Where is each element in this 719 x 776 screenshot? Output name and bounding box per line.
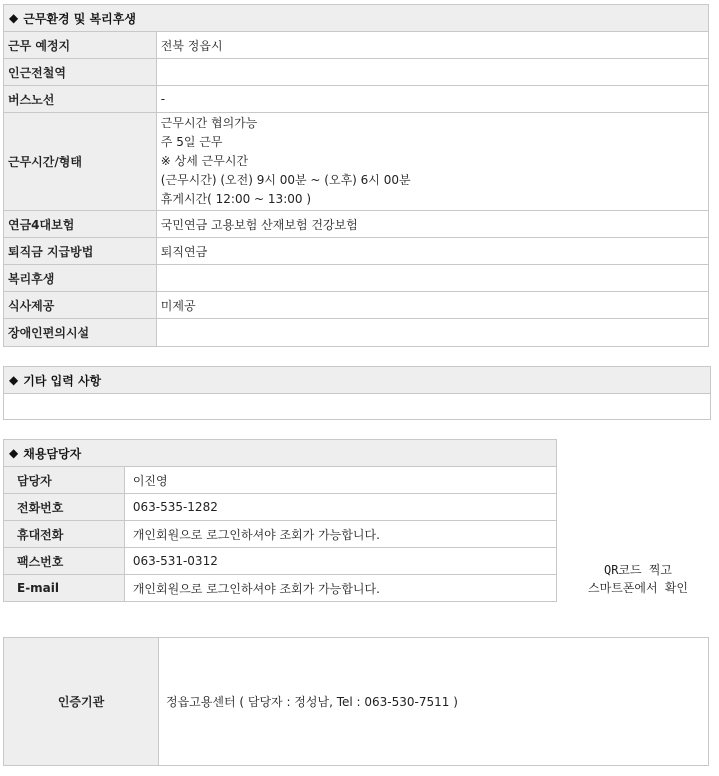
recruiter-value: 개인회원으로 로그인하셔야 조회가 가능합니다.: [124, 575, 556, 602]
recruiter-value: 063-531-0312: [124, 548, 556, 575]
recruiter-label: 휴대전화: [4, 521, 125, 548]
other-input-header: [3, 366, 711, 394]
row-value: [156, 265, 708, 292]
table-row: [4, 548, 557, 575]
recruiter-table: [3, 466, 557, 602]
diamond-icon: ◆: [9, 373, 19, 387]
row-label: 근무시간/형태: [4, 113, 157, 211]
other-input-body: [3, 393, 711, 420]
qr-caption: [565, 561, 711, 597]
other-input-title: 기타 입력 사항: [23, 373, 102, 388]
table-row: [4, 319, 709, 347]
row-label: 연금4대보험: [4, 211, 157, 238]
recruiter-label: 담당자: [4, 467, 125, 494]
recruiter-value: 개인회원으로 로그인하셔야 조회가 가능합니다.: [124, 521, 556, 548]
table-row: [4, 521, 557, 548]
row-value: [156, 59, 708, 86]
table-row: [4, 467, 557, 494]
work-hours-line: (근무시간) (오전) 9시 00분 ~ (오후) 6시 00분: [160, 173, 411, 187]
diamond-icon: ◆: [9, 11, 19, 25]
recruiter-label: E-mail: [4, 575, 125, 602]
row-label: 퇴직금 지급방법: [4, 238, 157, 265]
table-row: [4, 494, 557, 521]
work-env-table: [3, 31, 709, 347]
certification-box: [3, 637, 709, 766]
recruiter-value: 063-535-1282: [124, 494, 556, 521]
row-label: 장애인편의시설: [4, 319, 157, 347]
table-row: [4, 86, 709, 113]
work-hours-line: ※ 상세 근무시간: [160, 154, 249, 168]
qr-caption-line2: 스마트폰에서 확인: [588, 581, 688, 595]
qr-caption-line1: QR코드 찍고: [603, 563, 673, 577]
work-env-title: 근무환경 및 복리후생: [23, 11, 136, 26]
row-label: 인근전철역: [4, 59, 157, 86]
table-row: [4, 113, 709, 211]
certification-value: 정읍고용센터 ( 담당자 : 정성남, Tel : 063-530-7511 ): [166, 695, 458, 709]
table-row: [4, 265, 709, 292]
work-hours-value: [156, 113, 708, 211]
diamond-icon: ◆: [9, 446, 19, 460]
row-value: 국민연금 고용보험 산재보험 건강보험: [156, 211, 708, 238]
recruiter-label: 전화번호: [4, 494, 125, 521]
work-hours-line: 근무시간 협의가능: [160, 116, 258, 130]
row-value: [156, 319, 708, 347]
certification-label: 인증기관: [4, 638, 159, 765]
row-label: 근무 예정지: [4, 32, 157, 59]
recruiter-title: 채용담당자: [23, 446, 82, 461]
table-row: [4, 211, 709, 238]
table-row: [4, 238, 709, 265]
row-value: 전북 정읍시: [156, 32, 708, 59]
row-value: -: [156, 86, 708, 113]
row-label: 식사제공: [4, 292, 157, 319]
recruiter-value: 이진영: [124, 467, 556, 494]
row-label: 버스노선: [4, 86, 157, 113]
work-env-header: [3, 4, 709, 32]
work-hours-line: 주 5일 근무: [160, 135, 223, 149]
row-label: 복리후생: [4, 265, 157, 292]
recruiter-label: 팩스번호: [4, 548, 125, 575]
table-row: [4, 32, 709, 59]
table-row: [4, 292, 709, 319]
table-row: [4, 575, 557, 602]
row-value: 퇴직연금: [156, 238, 708, 265]
work-hours-line: 휴게시간( 12:00 ~ 13:00 ): [160, 192, 312, 206]
recruiter-header: [3, 439, 557, 467]
row-value: 미제공: [156, 292, 708, 319]
table-row: [4, 59, 709, 86]
